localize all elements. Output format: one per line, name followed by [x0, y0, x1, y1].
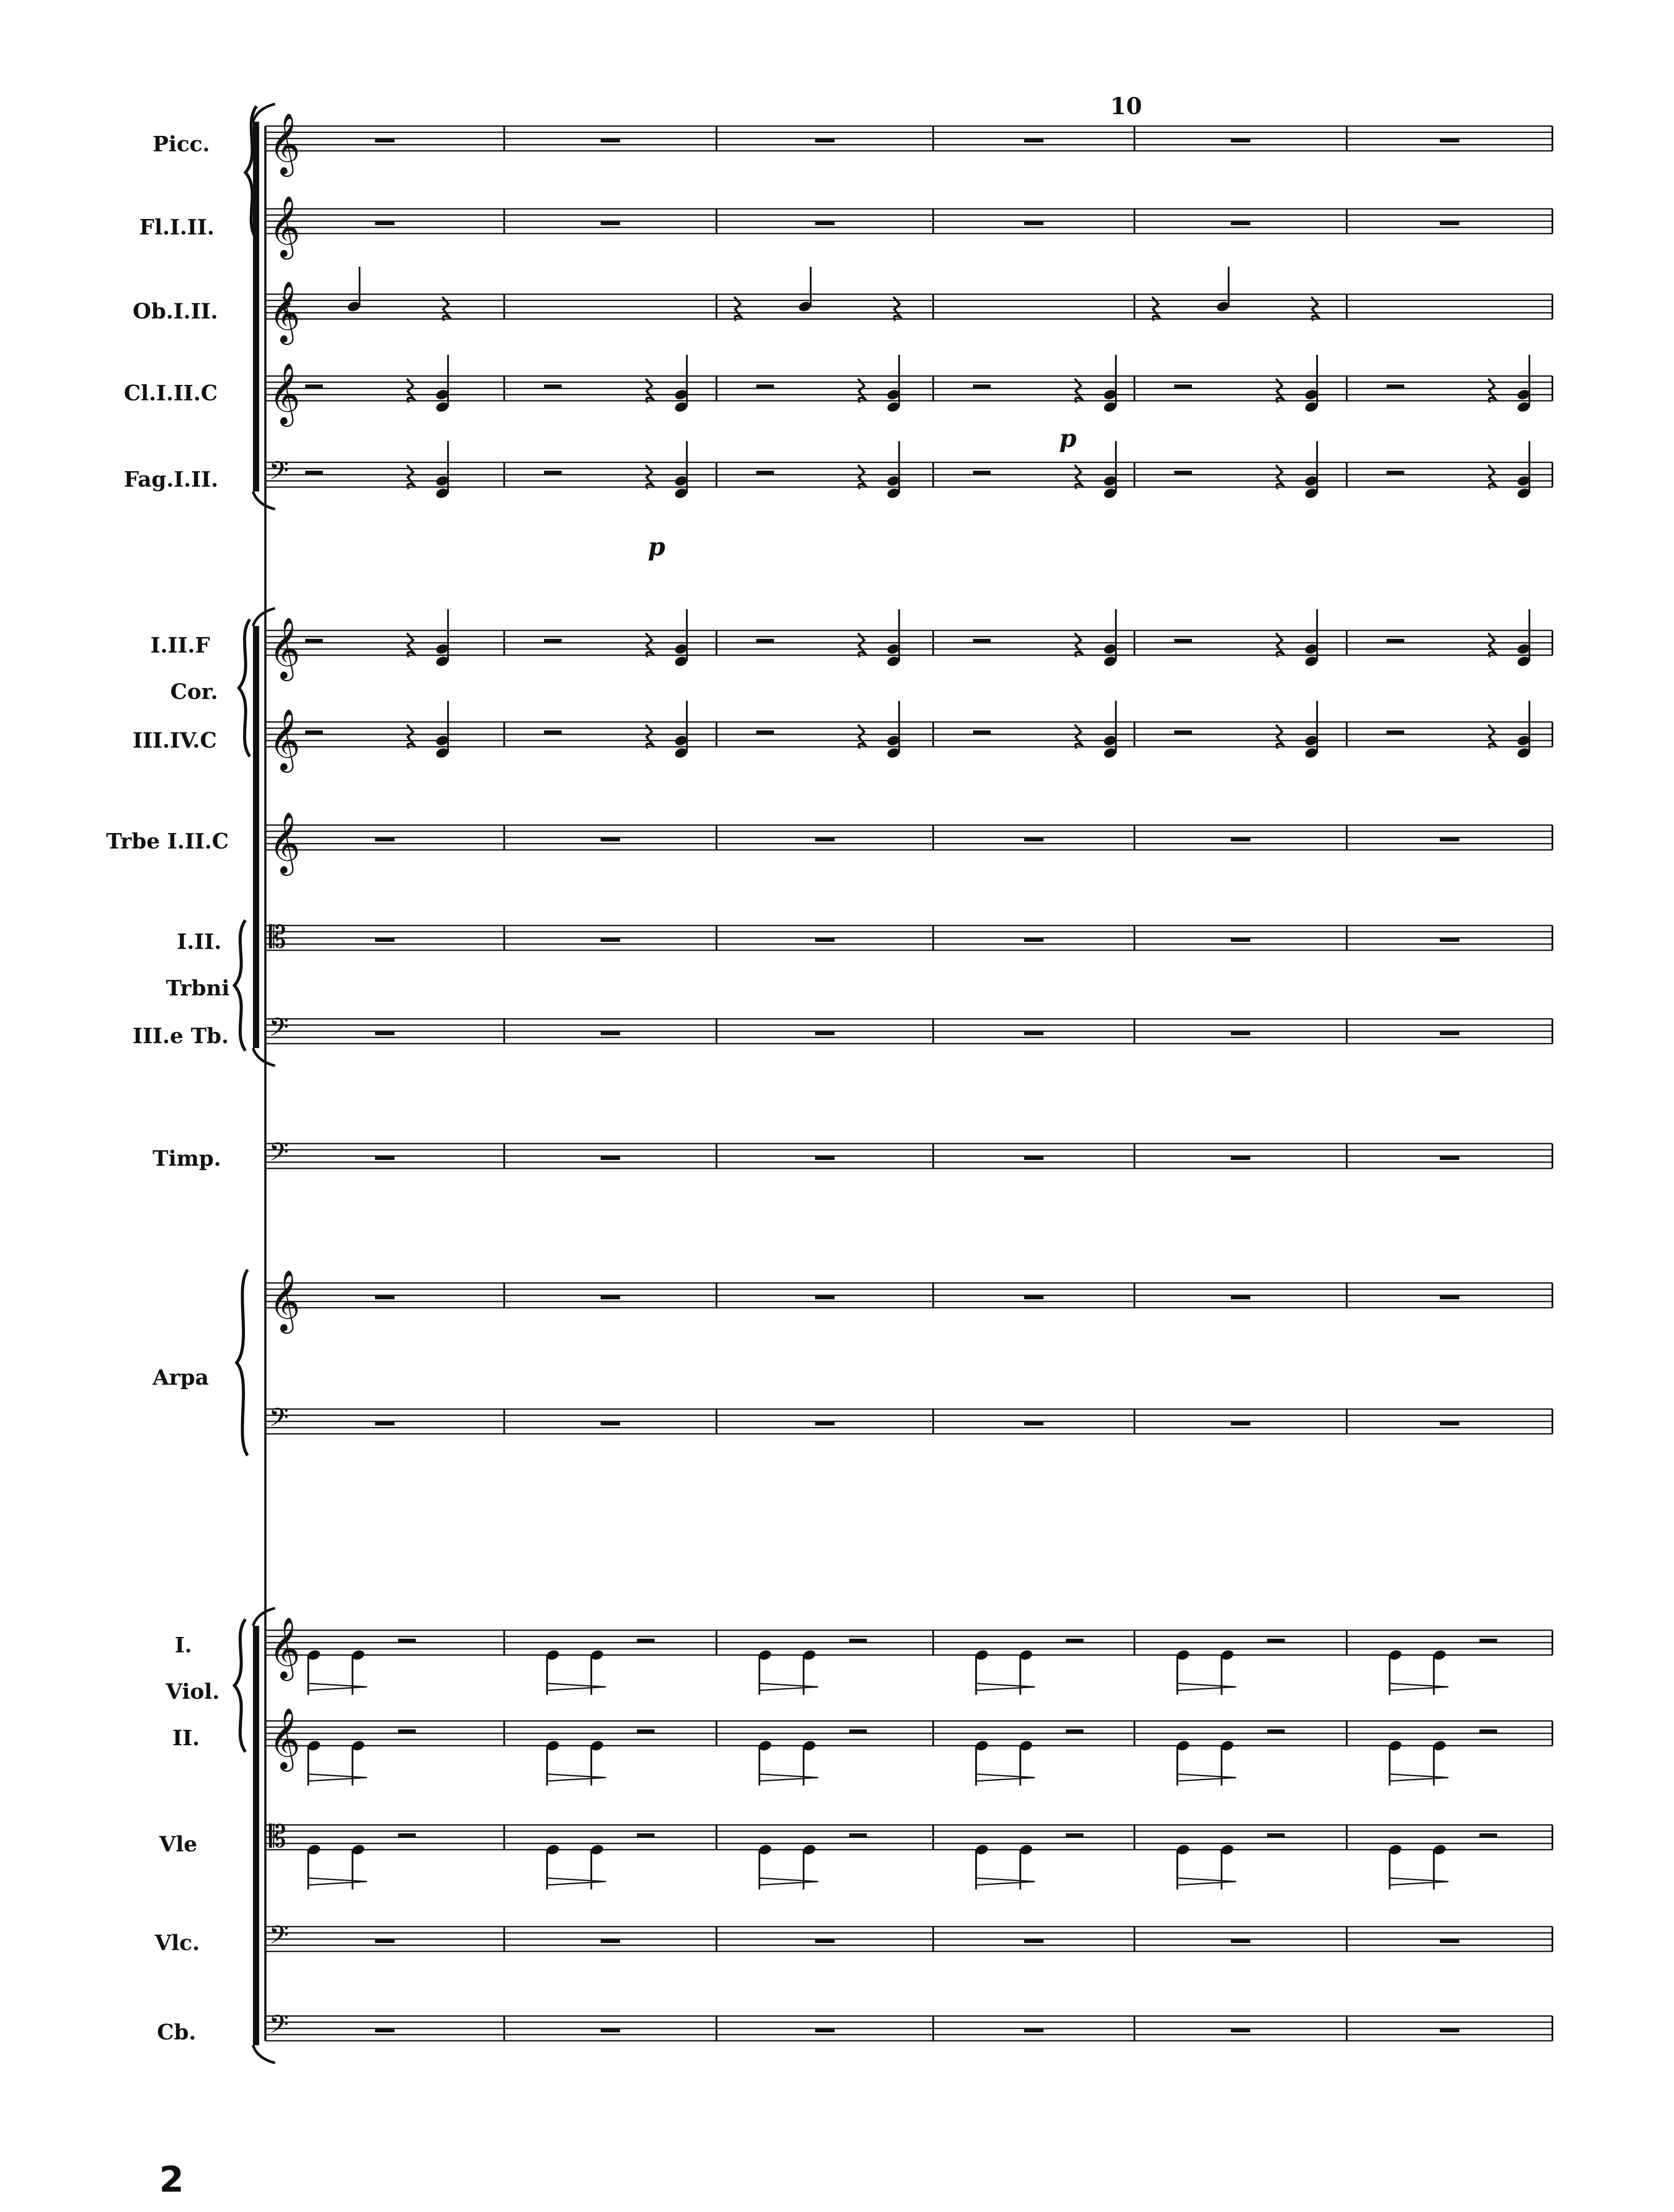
woodwind-bracket-bottom [253, 492, 275, 509]
clef-icon: 𝄢 [269, 456, 289, 492]
label-horn-34: III.IV.C [133, 728, 217, 753]
whole-rest [815, 1939, 835, 1943]
half-rest [849, 1729, 867, 1733]
clef-icon: 𝄢 [269, 1402, 289, 1439]
half-rest [1174, 639, 1192, 643]
brass-bracket [253, 626, 259, 1048]
label-trombone: Trbni [166, 976, 230, 1001]
label-horn-12: I.II.F [150, 633, 210, 658]
woodwind-bracket [253, 122, 259, 492]
whole-rest [601, 1295, 620, 1299]
whole-rest [375, 938, 395, 942]
label-bassoon: Fag.I.II. [124, 467, 218, 492]
half-rest [973, 730, 991, 734]
half-rest [1479, 1729, 1497, 1733]
half-rest [973, 639, 991, 643]
decrescendo-hairpin [975, 1683, 1035, 1690]
half-rest [1387, 384, 1404, 388]
whole-rest [601, 938, 620, 942]
whole-rest [1440, 1939, 1459, 1943]
whole-rest [1440, 1031, 1459, 1035]
half-rest [756, 730, 774, 734]
whole-rest [1231, 1156, 1250, 1160]
decrescendo-hairpin [307, 1774, 367, 1781]
label-violin: Viol. [166, 1679, 220, 1704]
whole-rest [1231, 138, 1250, 142]
decrescendo-hairpin [758, 1878, 818, 1885]
clef-icon: 𝄞 [269, 196, 300, 257]
whole-rest [1231, 1421, 1250, 1425]
whole-rest [375, 1939, 395, 1943]
label-trumpet: Trbe I.II.C [106, 829, 229, 854]
whole-rest [1440, 138, 1459, 142]
strings-bracket [253, 1626, 259, 2045]
whole-rest [375, 1295, 395, 1299]
whole-rest [1231, 837, 1250, 841]
half-rest [1479, 1833, 1497, 1837]
clef-icon: 𝄞 [269, 281, 300, 342]
label-violin-2: II. [172, 1726, 200, 1751]
decrescendo-hairpin [1176, 1683, 1236, 1690]
decrescendo-hairpin [1389, 1878, 1448, 1885]
half-rest [973, 471, 991, 475]
brace-harp [237, 1270, 248, 1455]
half-rest [849, 1639, 867, 1643]
whole-rest [815, 138, 835, 142]
label-oboe: Ob.I.II. [133, 299, 218, 324]
decrescendo-hairpin [1389, 1683, 1448, 1690]
half-rest [1267, 1729, 1285, 1733]
decrescendo-hairpin [546, 1683, 606, 1690]
whole-rest [601, 1156, 620, 1160]
half-rest [305, 639, 323, 643]
clef-icon: 𝄞 [269, 113, 300, 174]
whole-rest [1231, 1295, 1250, 1299]
label-picc: Picc. [153, 132, 210, 157]
half-rest [637, 1833, 655, 1837]
decrescendo-hairpin [1389, 1774, 1448, 1781]
half-rest [305, 730, 323, 734]
half-rest [756, 471, 774, 475]
decrescendo-hairpin [758, 1683, 818, 1690]
decrescendo-hairpin [1176, 1774, 1236, 1781]
label-cello: Vlc. [155, 1931, 200, 1955]
whole-rest [601, 138, 620, 142]
dynamic-clarinet: p [1059, 424, 1077, 453]
staves [265, 113, 1552, 2046]
whole-rest [375, 2028, 395, 2032]
whole-rest [1024, 1031, 1044, 1035]
whole-rest [375, 138, 395, 142]
clef-icon: 𝄞 [269, 1708, 300, 1769]
half-rest [398, 1639, 416, 1643]
brace-horns [239, 619, 250, 757]
whole-rest [1024, 1156, 1044, 1160]
decrescendo-hairpin [758, 1774, 818, 1781]
clef-icon: 𝄞 [269, 363, 300, 424]
whole-rest [1440, 938, 1459, 942]
clef-icon: 𝄢 [269, 2009, 289, 2046]
whole-rest [1024, 221, 1044, 225]
half-rest [1174, 471, 1192, 475]
half-rest [756, 384, 774, 388]
decrescendo-hairpin [975, 1878, 1035, 1885]
label-clarinet: Cl.I.II.C [124, 381, 218, 406]
whole-rest [601, 1031, 620, 1035]
half-rest [637, 1639, 655, 1643]
half-rest [398, 1833, 416, 1837]
half-rest [1066, 1639, 1084, 1643]
measure-number: 10 [1110, 93, 1142, 120]
whole-rest [1024, 2028, 1044, 2032]
whole-rest [601, 1421, 620, 1425]
clef-icon: 𝄞 [269, 1270, 300, 1331]
decrescendo-hairpin [1176, 1878, 1236, 1885]
half-rest [637, 1729, 655, 1733]
brace-trombones [234, 920, 245, 1051]
half-rest [398, 1729, 416, 1733]
clef-icon: 𝄢 [269, 1012, 289, 1048]
whole-rest [601, 1939, 620, 1943]
whole-rest [1024, 837, 1044, 841]
whole-rest [1231, 938, 1250, 942]
half-rest [544, 384, 562, 388]
half-rest [305, 384, 323, 388]
label-flute: Fl.I.II. [139, 215, 215, 240]
decrescendo-hairpin [307, 1878, 367, 1885]
clef-icon: 𝄢 [269, 1137, 289, 1173]
clef-icon: 𝄡 [269, 1818, 287, 1855]
whole-rest [375, 837, 395, 841]
clef-icon: 𝄞 [269, 1617, 300, 1678]
label-violin-1: I. [175, 1633, 192, 1658]
whole-rest [815, 1295, 835, 1299]
whole-rest [815, 1421, 835, 1425]
half-rest [1174, 384, 1192, 388]
page-number: 2 [159, 2159, 184, 2200]
strings-bracket-bottom [253, 2045, 275, 2063]
clef-icon: 𝄞 [269, 617, 300, 679]
half-rest [544, 639, 562, 643]
label-trombone-3-tuba: III.e Tb. [133, 1024, 229, 1048]
half-rest [544, 730, 562, 734]
whole-rest [375, 1421, 395, 1425]
whole-rest [1440, 1295, 1459, 1299]
decrescendo-hairpin [975, 1774, 1035, 1781]
whole-rest [1024, 938, 1044, 942]
whole-rest [1024, 1421, 1044, 1425]
half-rest [1066, 1729, 1084, 1733]
decrescendo-hairpin [546, 1774, 606, 1781]
half-rest [849, 1833, 867, 1837]
whole-rest [1024, 1939, 1044, 1943]
whole-rest [815, 2028, 835, 2032]
whole-rest [601, 221, 620, 225]
whole-rest [815, 938, 835, 942]
clef-icon: 𝄞 [269, 709, 300, 770]
half-rest [973, 384, 991, 388]
whole-rest [375, 221, 395, 225]
label-horn: Cor. [170, 680, 218, 704]
notation-marks [283, 138, 1531, 2032]
decrescendo-hairpin [546, 1878, 606, 1885]
whole-rest [1440, 221, 1459, 225]
whole-rest [815, 1156, 835, 1160]
half-rest [1066, 1833, 1084, 1837]
whole-rest [1024, 138, 1044, 142]
brass-bracket-bottom [253, 1048, 275, 1066]
whole-rest [1231, 221, 1250, 225]
whole-rest [1231, 1939, 1250, 1943]
whole-rest [1231, 1031, 1250, 1035]
whole-rest [601, 2028, 620, 2032]
label-timpani: Timp. [153, 1146, 222, 1171]
whole-rest [1440, 1156, 1459, 1160]
whole-rest [815, 221, 835, 225]
clef-icon: 𝄞 [269, 812, 300, 873]
whole-rest [815, 1031, 835, 1035]
label-trombone-12: I.II. [177, 929, 222, 954]
whole-rest [375, 1156, 395, 1160]
clef-icon: 𝄡 [269, 919, 287, 955]
half-rest [544, 471, 562, 475]
whole-rest [375, 1031, 395, 1035]
clef-icon: 𝄢 [269, 1920, 289, 1956]
half-rest [305, 471, 323, 475]
half-rest [1387, 471, 1404, 475]
half-rest [1387, 730, 1404, 734]
whole-rest [1440, 1421, 1459, 1425]
label-harp: Arpa [153, 1365, 209, 1390]
half-rest [1267, 1833, 1285, 1837]
whole-rest [815, 837, 835, 841]
whole-rest [1440, 837, 1459, 841]
label-viola: Vle [159, 1832, 198, 1857]
half-rest [1267, 1639, 1285, 1643]
half-rest [756, 639, 774, 643]
half-rest [1479, 1639, 1497, 1643]
brace-violins [234, 1619, 245, 1752]
whole-rest [601, 837, 620, 841]
dynamic-bassoon: p [648, 532, 666, 561]
whole-rest [1024, 1295, 1044, 1299]
half-rest [1387, 639, 1404, 643]
whole-rest [1440, 2028, 1459, 2032]
half-rest [1174, 730, 1192, 734]
label-contrabass: Cb. [157, 2020, 196, 2045]
decrescendo-hairpin [307, 1683, 367, 1690]
whole-rest [1231, 2028, 1250, 2032]
